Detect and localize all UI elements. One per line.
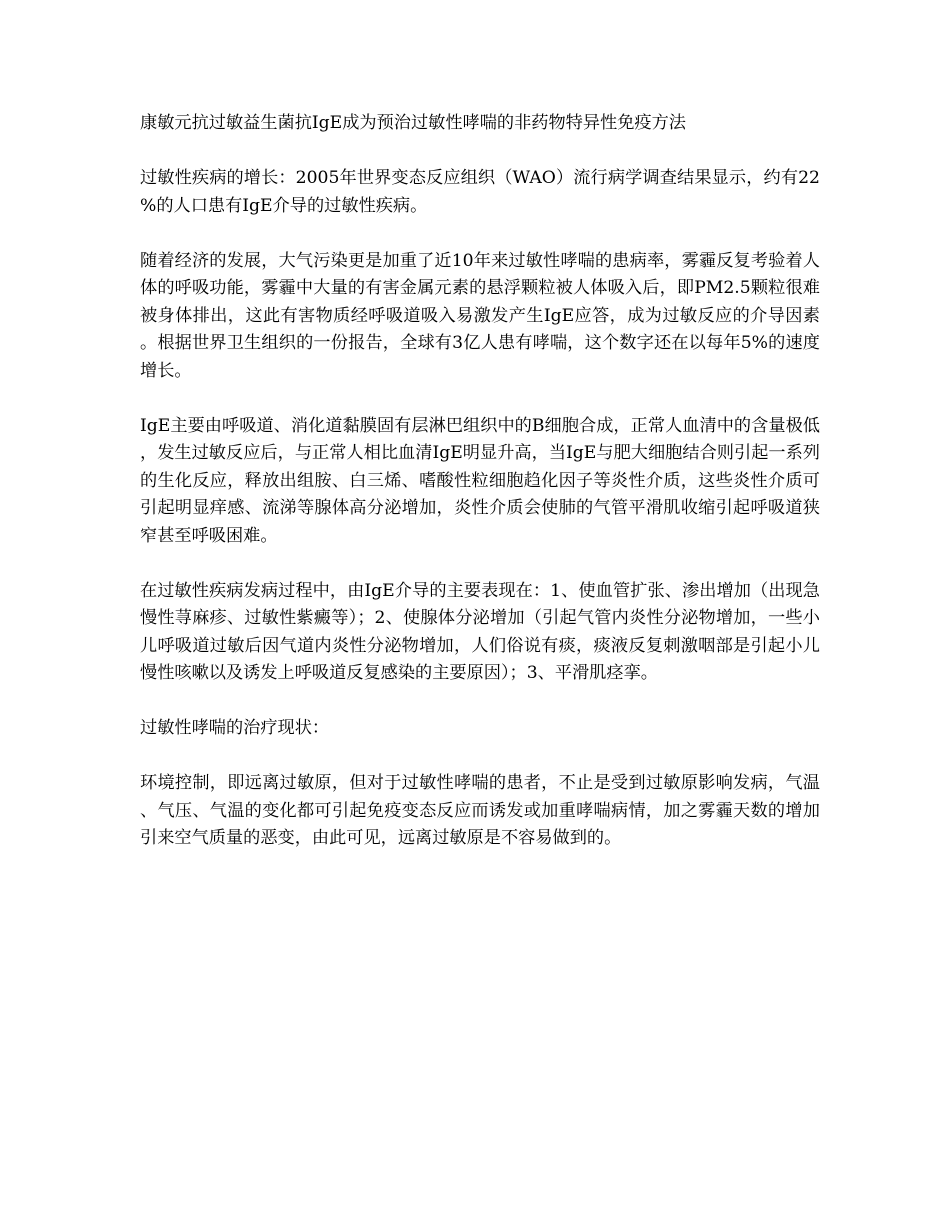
document-page xyxy=(140,110,820,880)
paragraph-ige-mechanism: IgE主要由呼吸道、消化道黏膜固有层淋巴组织中的B细胞合成，正常人血清中的含量极低，发生过敏反应后，与正常人相比血清IgE明显升高，当IgE与肥大细胞结合则引起一系列的生化反应，释放出组胺、白三烯、嗜酸性粒细胞趋化因子等炎性介质，这些炎性介质可引起明显痒感、流涕等腺体高分泌增加，炎性介质会使肺的气管平滑肌收缩引起呼吸道狭窄甚至呼吸困难。 xyxy=(140,415,820,546)
document-title: 康敏元抗过敏益生菌抗IgE成为预治过敏性哮喘的非药物特异性免疫方法 xyxy=(140,113,686,133)
paragraph-air-pollution: 随着经济的发展，大气污染更是加重了近10年来过敏性哮喘的患病率，雾霾反复考验着人体的呼吸功能，雾霾中大量的有害金属元素的悬浮颗粒被人体吸入后，即PM2.5颗粒很难被身体排出，这此有害物质经呼吸道吸入易激发产生IgE应答，成为过敏反应的介导因素。根据世界卫生组织的一份报告，全球有3亿人患有哮喘，这个数字还在以每年5%的速度增长。 xyxy=(140,250,820,381)
paragraph-allergy-growth: 过敏性疾病的增长：2005年世界变态反应组织（WAO）流行病学调查结果显示，约有22%的人口患有IgE介导的过敏性疾病。 xyxy=(140,168,820,216)
paragraph-environment-control: 环境控制，即远离过敏原，但对于过敏性哮喘的患者，不止是受到过敏原影响发病，气温、气压、气温的变化都可引起免疫变态反应而诱发或加重哮喘病情，加之雾霾天数的增加引来空气质量的恶变，由此可见，远离过敏原是不容易做到的。 xyxy=(140,773,820,848)
paragraph-ige-manifestations: 在过敏性疾病发病过程中，由IgE介导的主要表现在：1、使血管扩张、渗出增加（出现急慢性荨麻疹、过敏性紫癜等）；2、使腺体分泌增加（引起气管内炎性分泌物增加，一些小儿呼吸道过敏后因气道内炎性分泌物增加，人们俗说有痰，痰液反复刺激咽部是引起小儿慢性咳嗽以及诱发上呼吸道反复感染的主要原因）；3、平滑肌痉挛。 xyxy=(140,580,820,683)
section-heading-treatment: 过敏性哮喘的治疗现状： xyxy=(140,718,330,738)
